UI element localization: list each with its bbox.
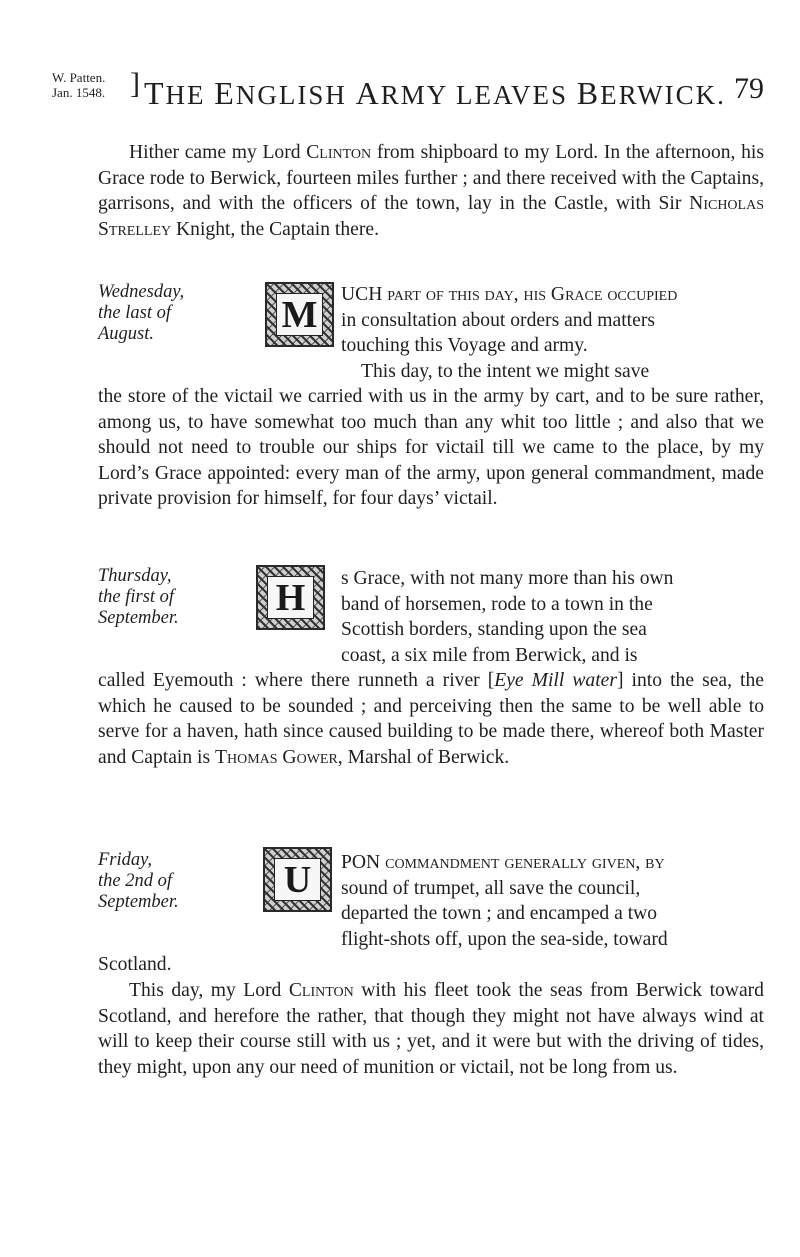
decorated-initial: U <box>263 847 332 912</box>
entry-text-continued: the store of the victail we carried with us in the army by cart, and to be sure rather, among us, to have somewhat too much than any whit too little ; and also that we should not need to trouble our ships for victail till we came to the place, by my Lord’s Grace appointed: every man of the army, upon general commandment, made private provision for himself, for four days’ victail. <box>98 386 764 510</box>
header-bracket: ] <box>130 67 140 100</box>
paragraph-fleet: This day, my Lord Clinton with his fleet took the seas from Berwick toward Scotland, and herefore the rather, that though they might not have always wind at will to keep their course still with us ; yet, and it were but with the driving of tides, they might, upon any our need of munition or victail, not be long from us. <box>98 980 764 1078</box>
entry-text-beside-initial: UCH part of this day, his Grace occupied in consultation about orders and matters touching this Voyage and army. This day, to the intent we might save <box>341 284 678 382</box>
person-name: Nicholas Strelley <box>98 193 764 240</box>
entry-text-beside-initial: PON commandment generally given, by sound of trumpet, all save the council, departed the town ; and encamped a two flight-shots off, upon the sea-side, toward <box>341 852 668 950</box>
source-author: W. Patten. <box>52 70 106 85</box>
page-number: 79 <box>734 72 764 105</box>
entry-text-beside-initial: s Grace, with not many more than his own band of horsemen, rode to a town in the Scottish borders, standing upon the sea coast, a six mile from Berwick, and is <box>341 568 674 666</box>
entry-text-continued: called Eyemouth : where there runneth a river [Eye Mill water] into the sea, the which he caused to be sounded ; and perceiving then the same to be well able to serve for a haven, hath since caused building to be made there, whereof both Master and Captain is Thomas Gower, Marshal of Berwick. <box>98 670 764 768</box>
entry-text-continued: Scotland. <box>98 954 172 975</box>
marginal-date-friday: Friday, the 2nd of September. <box>98 850 179 912</box>
marginal-date-wednesday: Wednesday, the last of August. <box>98 282 185 344</box>
running-title: THE ENGLISH ARMY LEAVES BERWICK. <box>144 75 726 111</box>
person-name: Clinton <box>288 980 354 1001</box>
running-header <box>52 66 764 116</box>
paragraph-arrival: Hither came my Lord Clinton from shipboard to my Lord. In the afternoon, his Grace rode to Berwick, fourteen miles further ; and there received with the Captains, garrisons, and with the officers of the town, lay in the Castle, with Sir Nicholas Strelley Knight, the Captain there. <box>98 142 764 240</box>
person-name: Thomas Gower <box>215 746 338 768</box>
decorated-initial: M <box>265 282 334 347</box>
person-name: Clinton <box>306 142 372 163</box>
decorated-initial: H <box>256 565 325 630</box>
marginal-date-thursday: Thursday, the first of September. <box>98 566 179 628</box>
source-reference <box>52 70 105 100</box>
source-date: Jan. 1548. <box>52 85 106 100</box>
